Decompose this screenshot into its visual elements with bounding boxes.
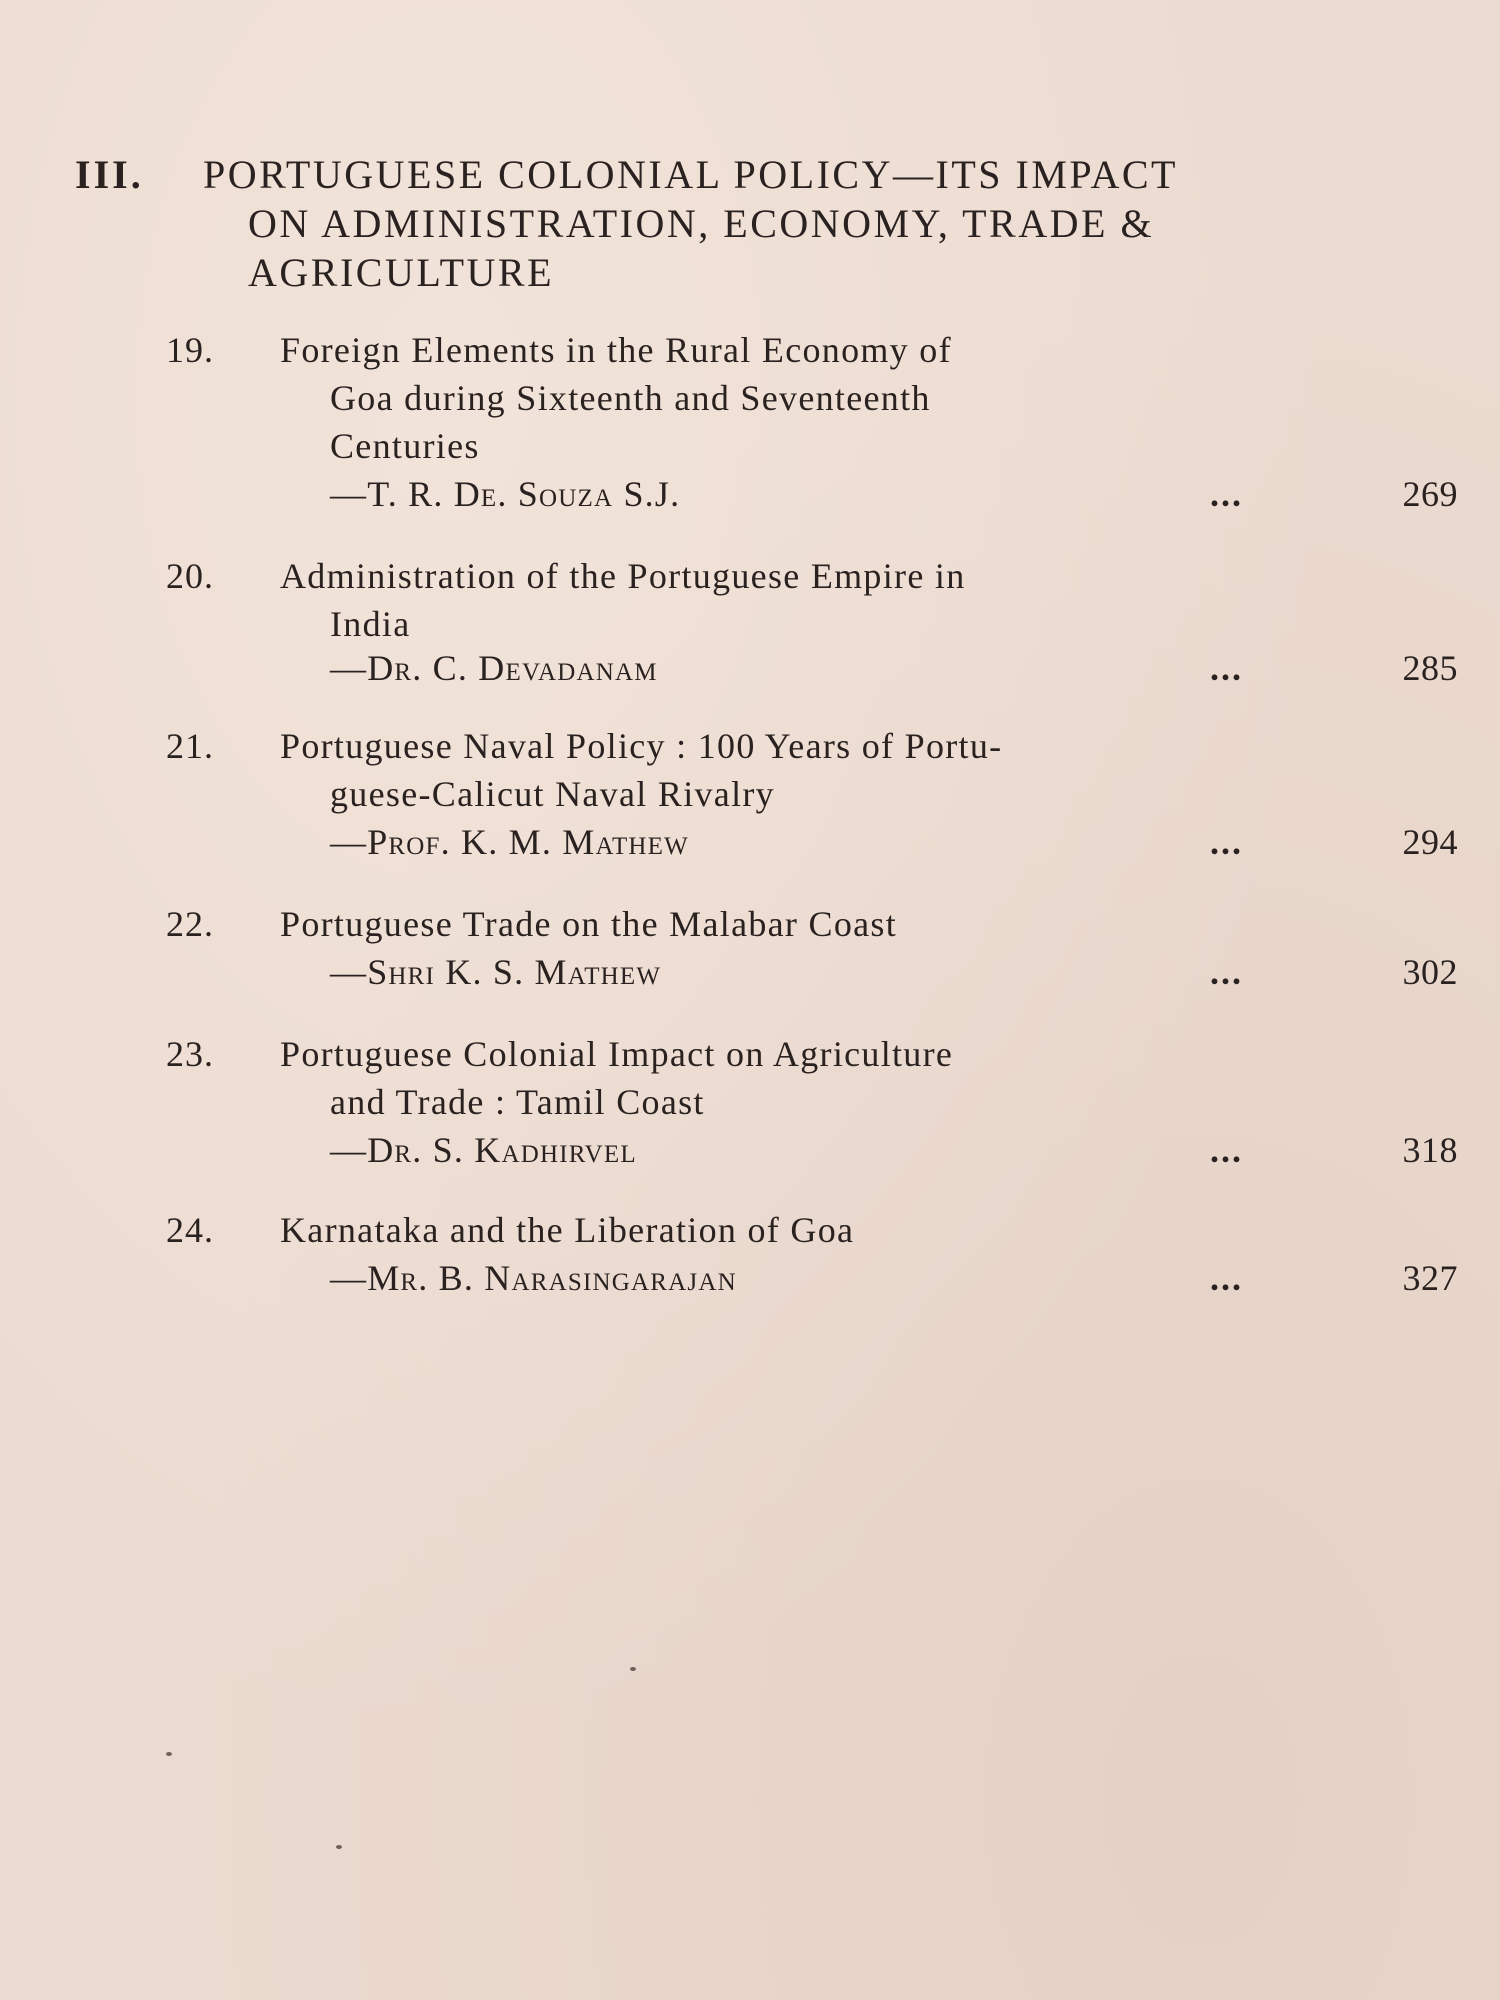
entry-page-number: 294: [1402, 822, 1458, 862]
paper-speck: [630, 1667, 636, 1671]
entry-title-line: Portuguese Trade on the Malabar Coast: [280, 904, 898, 944]
entry-page-number: 269: [1402, 474, 1458, 514]
entry-author: —Dr. C. Devadanam: [330, 648, 658, 688]
author-row: [330, 470, 1458, 518]
author-row: [330, 818, 1458, 866]
author-row: [330, 948, 1458, 996]
entry-title-line: Goa during Sixteenth and Seventeenth: [330, 378, 931, 418]
leader-dots: ...: [1210, 648, 1243, 688]
leader-dots: ...: [1210, 952, 1243, 992]
section-number: III.: [75, 152, 144, 197]
entry-page-number: 285: [1402, 648, 1458, 688]
entry-number: 22.: [166, 904, 214, 944]
entry-title-line: India: [330, 604, 411, 644]
leader-dots: ...: [1210, 474, 1243, 514]
entry-title-line: guese-Calicut Naval Rivalry: [330, 774, 775, 814]
entry-title: [280, 552, 1280, 648]
leader-dots: ...: [1210, 1130, 1243, 1170]
entry-title: [280, 1206, 1280, 1254]
entry-title-line: and Trade : Tamil Coast: [330, 1082, 705, 1122]
section-title-line: PORTUGUESE COLONIAL POLICY—ITS IMPACT: [203, 152, 1178, 197]
entry-title: [280, 722, 1280, 818]
paper-speck: [336, 1845, 342, 1849]
entry-author: —T. R. De. Souza S.J.: [330, 474, 681, 514]
entry-number: 24.: [166, 1210, 214, 1250]
section-title-line: ON ADMINISTRATION, ECONOMY, TRADE &: [248, 201, 1155, 246]
leader-dots: ...: [1210, 1258, 1243, 1298]
entry-author: —Prof. K. M. Mathew: [330, 822, 689, 862]
entry-title: [280, 1030, 1280, 1126]
entry-title: [280, 900, 1280, 948]
entry-title: [280, 326, 1280, 470]
section-title: [203, 150, 1500, 297]
entry-title-line: Foreign Elements in the Rural Economy of: [280, 330, 952, 370]
entry-page-number: 318: [1402, 1130, 1458, 1170]
author-row: [330, 644, 1458, 692]
entry-page-number: 302: [1402, 952, 1458, 992]
entry-number: 19.: [166, 330, 214, 370]
entry-number: 23.: [166, 1034, 214, 1074]
entry-author: —Shri K. S. Mathew: [330, 952, 662, 992]
section-title-line: AGRICULTURE: [248, 250, 555, 295]
author-row: [330, 1254, 1458, 1302]
author-row: [330, 1126, 1458, 1174]
entry-title-line: Portuguese Naval Policy : 100 Years of Portu-: [280, 726, 1003, 766]
entry-author: —Dr. S. Kadhirvel: [330, 1130, 637, 1170]
entry-number: 21.: [166, 726, 214, 766]
entry-page-number: 327: [1402, 1258, 1458, 1298]
entry-title-line: Portuguese Colonial Impact on Agriculture: [280, 1034, 954, 1074]
entry-title-line: Administration of the Portuguese Empire in: [280, 556, 966, 596]
paper-speck: [166, 1752, 172, 1756]
entry-number: 20.: [166, 556, 214, 596]
entry-title-line: Centuries: [330, 426, 480, 466]
entry-title-line: Karnataka and the Liberation of Goa: [280, 1210, 855, 1250]
entry-author: —Mr. B. Narasingarajan: [330, 1258, 737, 1298]
leader-dots: ...: [1210, 822, 1243, 862]
